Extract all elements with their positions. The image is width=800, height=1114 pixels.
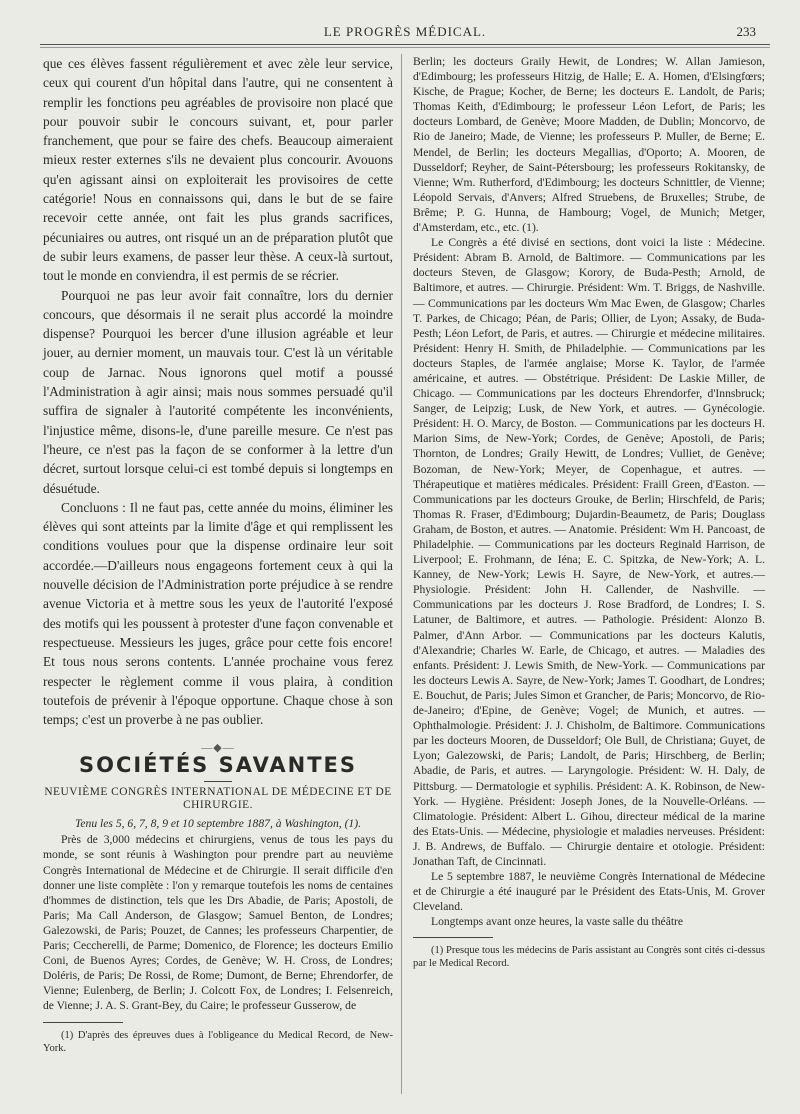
editorial-paragraph-2: Pourquoi ne pas leur avoir fait connaître, lors du dernier concours, que désormais il ne serait plus accordé la moindre dispense? Pourquoi les bercer d'une illusion agréable et leur jouer, au dernier moment, un mauvais tour. C'est là un véritable coup de Jarnac. Nous ignorons quel motif a poussé l'Administration à agir ainsi; mais nous sommes persuadé qu'il suffira de signaler à l'autorité compétente les inconvénients, l'injustice même, disons-le, d'une pareille mesure. Ce n'est pas l'heure, ce n'est pas la façon de se conformer à la lettre d'un décret, surtout lorsque celui-ci est tombé depuis si longtemps en désuétude. xyxy=(43,287,393,496)
congress-dateline: Tenu les 5, 6, 7, 8, 9 et 10 septembre 1887, à Washington, (1). xyxy=(75,817,361,831)
congress-paragraph-1: Près de 3,000 médecins et chirurgiens, venus de tous les pays du monde, se sont réunis à Washington pour prendre part au neuvième Congrès International de Médecine et de Chirurgie. Il serait difficile d'en donner une liste complète : l'on y remarque toutefois les noms de centaines d'hommes de distinction, tels que les Drs Abadie, de Paris; Apostoli, de Paris; Ma Call Anderson, de Glasgow; Samuel Benton, de Londres; Galezowski, de Paris; Pouzet, de Cannes; les professeurs Charpentier, de Paris; Ceccherelli, de Parme; Domenico, de Florence; les docteurs Emilio Coni, de Buenos Ayres; Cordes, de Genève; W. H. Cross, de Londres; Doléris, de Paris; De Rossi, de Rome; Dumont, de Berne; Ehrendorfer, de Vienne; Eulenberg, de Berlin; J. Colcott Fox, de Londres; I. Felsenreich, de Vienne; J. A. S. Grant-Bey, du Caire; le professeur Gusserow, de xyxy=(43,833,393,1013)
left-column xyxy=(43,54,393,1055)
right-column xyxy=(413,54,765,970)
congress-inauguration-paragraph: Le 5 septembre 1887, le neuvième Congrès International de Médecine et de Chirurgie a été inauguré par le Président des Etats-Unis, M. Grover Cleveland. xyxy=(413,870,765,914)
journal-title: LE PROGRÈS MÉDICAL. xyxy=(323,24,487,39)
header-rule xyxy=(40,44,770,45)
section-title: SOCIÉTÉS SAVANTES xyxy=(78,753,358,778)
footnote-right: (1) Presque tous les médecins de Paris assistant au Congrès sont cités ci-dessus par le Medical Record. xyxy=(413,945,765,970)
congress-title: NEUVIÈME CONGRÈS INTERNATIONAL DE MÉDECINE ET DE CHIRURGIE. xyxy=(44,786,392,812)
footnote-left: (1) D'après des épreuves dues à l'obligeance du Medical Record, de New-York. xyxy=(43,1029,393,1054)
footnote-rule xyxy=(43,1022,123,1023)
congress-paragraph-continued: Longtemps avant onze heures, la vaste salle du théâtre xyxy=(431,915,684,929)
editorial-paragraph-3: Concluons : Il ne faut pas, cette année du moins, éliminer les élèves qui sont atteints par la limite d'âge et qui remplissent les conditions voulues pour que la dispense ordinaire leur soit accordée.—D'ailleurs nous engageons fortement ceux à qui la nouvelle décision de l'Administration porte préjudice à se rendre avenue Victoria et à mettre sous les yeux de l'autorité l'exposé des motifs qui les poussent à protester d'une façon convenable et respectueuse. Messieurs les juges, grâce pour cette fois encore! Et tous nous serons contents. L'année prochaine vous ferez respecter le règlement comme il vous plaira, à condition toutefois de prévenir à l'époque opportune. Chaque chose à son temps; c'est un proverbe à ne pas oublier. xyxy=(43,499,393,728)
header-rule-thin xyxy=(40,47,770,48)
footnote-rule-right xyxy=(413,937,493,938)
congress-sections-paragraph: Le Congrès a été divisé en sections, dont voici la liste : Médecine. Président: Abram B. Arnold, de Baltimore. — Communications par les docteurs Steven, de Glasgow; Korory, de Buda-Pesth; Arnold, de Baltimore, et autres. — Chirurgie. Président: Wm. T. Briggs, de Nashville. — Communications par les docteurs Wm Mac Ewen, de Glasgow; Charles T. Parkes, de Chicago; Péan, de Paris; Ollier, de Lyon; Assaky, de Buda-Pesth; Léon Lefort, de Paris, et autres. — Chirurgie et médecine militaires. Président: Henry H. Smith, de Philadelphie. — Communications par les docteurs Staples, de l'armée anglaise; Morse K. Taylor, de l'armée américaine, et autres. — Obstétrique. Président: De Laskie Miller, de Chicago. — Communications par les docteurs Ehrendorfer, d'Innsbruck; Sanger, de Leipzig; Lusk, de New York, et autres. — Gynécologie. Président: H. O. Marcy, de Boston. — Communications par les docteurs H. Marion Sims, de New-York; Cordes, de Genève; Apostoli, de Paris; Thornton, de Londres; Graily Hewitt, de Londres; Vulliet, de Genève; Bozoman, de New-York; Meyer, de Copenhague, et autres. — Thérapeutique et matières médicales. Président: Fraill Green, d'Easton. — Communications par les docteurs Grouke, de Berlin; Hirschfeld, de Paris; Thomas R. Fraser, d'Edimbourg; Dujardin-Beaumetz, de Paris; Douglass Graham, de Boston, et autres. — Anatomie. Président: Wm H. Pancoast, de Philadelphie. — Communications par les docteurs Reginald Harrison, de Liverpool; E. Frohmann, de Iéna; E. C. Spitzka, de New-York; A. L. Kanney, de New-York; Lewis H. Sayre, de New-York, et autres.— Physiologie. Président: John H. Callender, de Nashville. — Communications par les docteurs J. Rose Bradford, de Londres; I. S. Latuner, de Baltimore, et autres. — Pathologie. Président: Alonzo B. Palmer, d'Ann Arbor. — Communications par les docteurs Kalutis, d'Alexandrie; Charles W. Earle, de Chicago, et autres. — Maladies des enfants. Président: J. Lewis Smith, de New-York. — Communications par les docteurs Lewis A. Sayre, de New-York; James T. Goodhart, de Londres; E. Bouchut, de Paris; Jules Simon et Grancher, de Paris; Moncorvo, de Rio-de-Janeiro; d'Epine, de Genève; Vogel; de Munich, et autres. — Ophthalmologie. Président: J. J. Chisholm, de Baltimore. Communications par les docteurs Mooren, de Dusseldorf; Ole Bull, de Christiana; Guyet, de Lyon; Galezowski, de Paris; Landolt, de Paris; Hirschberg, de Berlin; Abadie, de Paris, et autres. — Laryngologie. Président: W. H. Daly, de Pittsburg. — Dermatologie et syphilis. Président: A. K. Robinson, de New-York. — Hygiène. Président: Joseph Jones, de la Nouvelle-Orléans. — Climatologie. Président: Albert L. Gihou, directeur médical de la marine des Etats-Unis. — Médecine, physiologie et maladies nerveuses. Président: J. B. Andrews, de Buffalo. — Chirurgie dentaire et otologie. Président: Jonathan Taft, de Cincinnati. xyxy=(413,236,765,868)
column-separator xyxy=(401,54,402,1094)
section-title-rule xyxy=(204,781,232,782)
section-ornament: —◆— xyxy=(201,742,235,755)
congress-paragraph-2: Berlin; les docteurs Graily Hewit, de Londres; W. Allan Jamieson, d'Edimbourg; les professeurs Hitzig, de Halle; E. A. Homen, d'Elsingfœrs; Kische, de Prague; Kocher, de Berne; les docteurs E. Landolt, de Paris; Thomas Keith, d'Edimbourg; le professeur Léon Lefort, de Paris; les docteurs Lombard, de Genève; Moore Madden, de Dublin; Moncorvo, de Rio de Janeiro; Made, de Vienne; les professeurs P. Muller, de Berne; E. Mendel, de Berlin; les docteurs Megallias, d'Oporto; A. Mooren, de Dusseldorf; Reyher, de Saint-Pétersbourg; les professeurs Rokitansky, de Vienne; Wm. Rutherford, d'Edimbourg; les docteurs Schnittler, de Vienne; Léopold Servais, d'Anvers; Alfred Struebens, de Bruxelles; Strube, de Brême; P. G. Hunna, de Hambourg; Vogel, de Munich; Metger, d'Amsterdam, etc., etc. (1). xyxy=(413,55,765,235)
editorial-paragraph-1: que ces élèves fassent régulièrement et avec zèle leur service, ceux qui courent d'un hôpital dans l'autre, qui ne consentent à remplir les fonctions peu agréables de provisoire non placé que pour pouvoir subir le concours suivant, et, pour parler franchement, que pour se faire des chefs. Beaucoup aimeraient mieux rester externes s'ils ne devaient plus concourir. Avouons qu'en agissant ainsi on exploiterait les provisoires de cette catégorie! Nous en connaissons qui, dans le but de se faire recevoir cette année, ont fait les plus grands sacrifices, pécuniaires ou autres, ont risqué un an de préparation plutôt que de subir leurs examens, de passer leur thèse. A ceux-là surtout, tout le monde en conviendra, il est permis de se récrier. xyxy=(43,56,393,284)
page-number: 233 xyxy=(736,24,756,39)
page-header xyxy=(50,22,760,44)
